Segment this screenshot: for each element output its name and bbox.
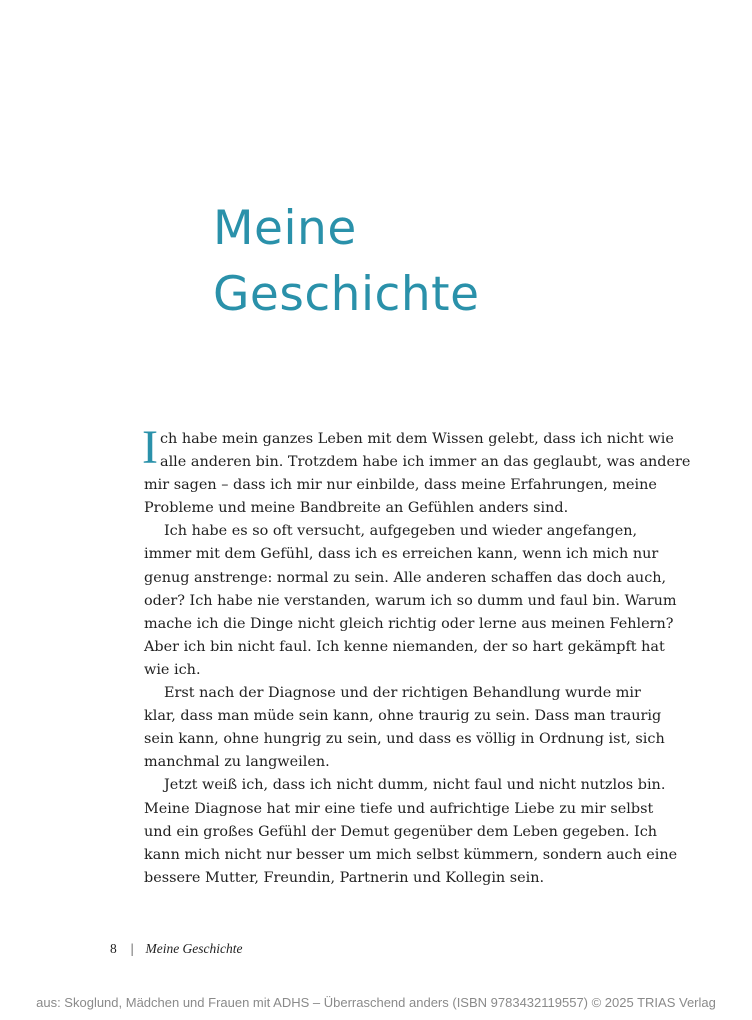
source-citation: aus: Skoglund, Mädchen und Frauen mit ADHS – Überraschend anders (ISBN 9783432119557) © 2025 TRIAS Verlag [36, 995, 716, 1010]
text-line: manchmal zu langweilen. [144, 754, 330, 771]
running-title: Meine Geschichte [145, 941, 243, 956]
paragraph-2 [144, 520, 677, 682]
body-text [142, 421, 691, 890]
text-line: bessere Mutter, Freundin, Partnerin und Kollegin sein. [144, 869, 545, 886]
text-line: alle anderen bin. Trotzdem habe ich immer an das geglaubt, was andere [159, 454, 691, 471]
text-line: oder? Ich habe nie verstanden, warum ich so dumm und faul bin. Warum [144, 592, 677, 609]
text-line: klar, dass man müde sein kann, ohne traurig zu sein. Dass man traurig [144, 708, 662, 725]
paragraph-4 [144, 774, 678, 889]
page-number: 8 [110, 941, 117, 956]
page-footer [110, 941, 243, 957]
page-title [213, 196, 693, 328]
text-line: wie ich. [144, 661, 201, 678]
text-line: immer mit dem Gefühl, dass ich es erreichen kann, wenn ich mich nur [144, 546, 659, 563]
text-line: kann mich nicht nur besser um mich selbst kümmern, sondern auch eine [144, 846, 678, 863]
footer-separator: | [130, 941, 134, 956]
text-line: Jetzt weiß ich, dass ich nicht dumm, nicht faul und nicht nutzlos bin. [164, 777, 666, 794]
text-line: Aber ich bin nicht faul. Ich kenne niemanden, der so hart gekämpft hat [144, 638, 665, 655]
text-line: Probleme und meine Bandbreite an Gefühlen anders sind. [144, 500, 569, 517]
text-line: Erst nach der Diagnose und der richtigen Behandlung wurde mir [164, 685, 641, 702]
text-line: sein kann, ohne hungrig zu sein, und dass es völlig in Ordnung ist, sich [144, 731, 665, 748]
text-line: ch habe mein ganzes Leben mit dem Wissen gelebt, dass ich nicht wie [159, 431, 674, 447]
drop-cap: I [142, 421, 158, 474]
text-line: Ich habe es so oft versucht, aufgegeben und wieder angefangen, [164, 523, 638, 540]
paragraph-3 [144, 682, 665, 774]
paragraph-1 [142, 421, 691, 520]
text-line: genug anstrenge: normal zu sein. Alle anderen schaffen das doch auch, [144, 569, 667, 586]
text-line: mir sagen – dass ich mir nur einbilde, dass meine Erfahrungen, meine [144, 477, 657, 494]
page-title-line-2: Geschichte [213, 267, 480, 322]
text-line: Meine Diagnose hat mir eine tiefe und aufrichtige Liebe zu mir selbst [144, 800, 654, 817]
page-title-line-1: Meine [213, 201, 357, 256]
text-line: mache ich die Dinge nicht gleich richtig oder lerne aus meinen Fehlern? [144, 615, 674, 632]
text-line: und ein großes Gefühl der Demut gegenüber dem Leben gegeben. Ich [144, 823, 658, 840]
